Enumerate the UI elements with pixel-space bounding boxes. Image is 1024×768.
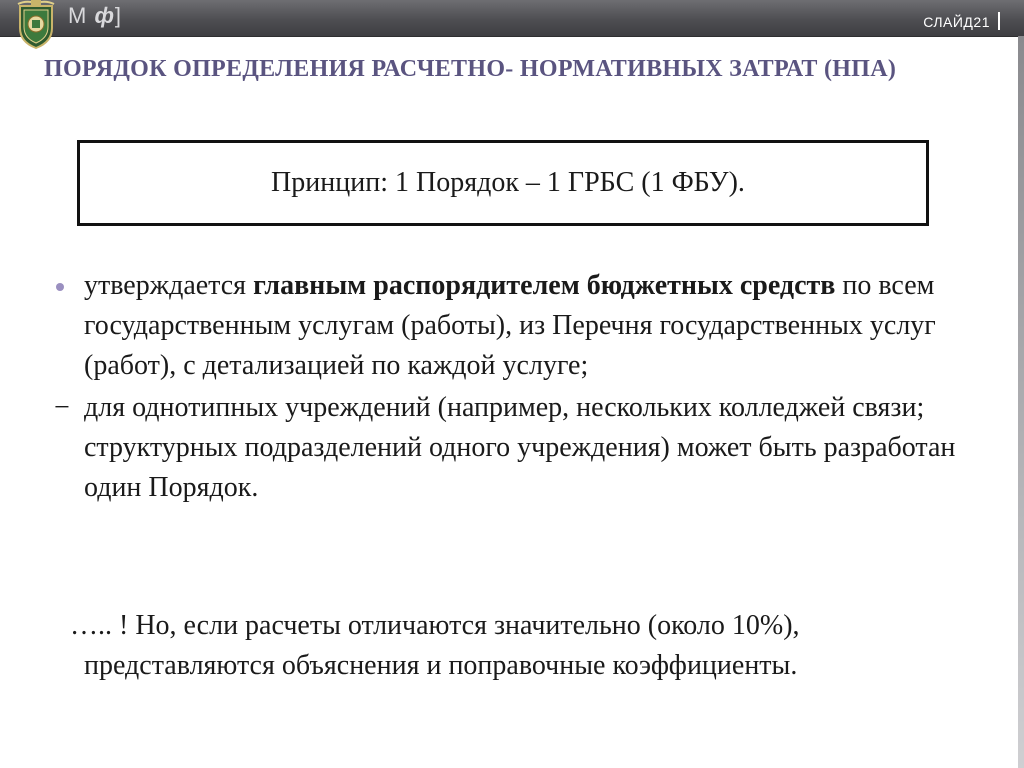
- list-item: [52, 388, 972, 508]
- slide-number: СЛАЙД21: [923, 14, 990, 30]
- note-line-1: ….. ! Но, если расчеты отличаются значительно (около 10%),: [70, 610, 800, 641]
- list-item: [52, 266, 972, 386]
- note-paragraph: [70, 606, 990, 686]
- note-line-2: представляются объяснения и поправочные коэффициенты.: [84, 650, 798, 681]
- brand-logo-text: [68, 3, 122, 29]
- right-edge-strip: [1018, 36, 1024, 768]
- brand-italic: ф: [94, 3, 115, 28]
- list-item-text-bold: главным распорядителем бюджетных средств: [253, 270, 836, 301]
- list-item-text-post: по всем государственным услугам (работы), из Перечня государственных услуг (работ), с детализацией по каждой услуге;: [84, 270, 936, 381]
- slide-number-marker: [998, 12, 1000, 30]
- body-list: [52, 266, 972, 510]
- principle-text: Принцип: 1 Порядок – 1 ГРБС (1 ФБУ).: [271, 167, 745, 198]
- principle-box: [77, 140, 929, 226]
- crest-emblem-icon: [16, 0, 56, 50]
- dash-bullet: −: [54, 392, 70, 423]
- brand-prefix: М: [68, 3, 88, 28]
- slide-title: ПОРЯДОК ОПРЕДЕЛЕНИЯ РАСЧЕТНО- НОРМАТИВНЫХ ЗАТРАТ (НПА): [44, 56, 897, 82]
- bullet-dot-icon: [56, 283, 64, 291]
- slide-header-bar: [0, 0, 1024, 37]
- brand-suffix: ]: [114, 3, 123, 28]
- list-item-text: для однотипных учреждений (например, нескольких колледжей связи; структурных подразделений одного учреждения) может быть разработан один Порядок.: [84, 392, 956, 503]
- list-item-text-pre: утверждается: [84, 270, 254, 301]
